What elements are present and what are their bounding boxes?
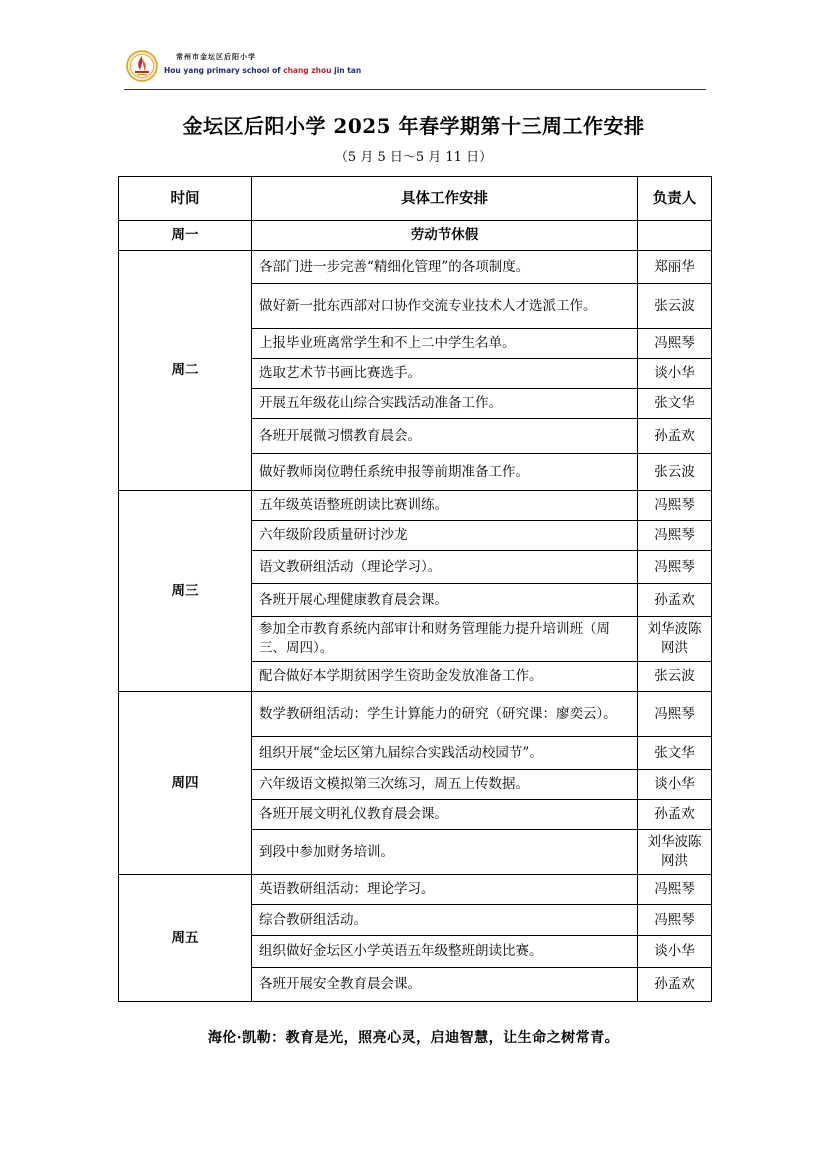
task-cell: 各班开展心理健康教育晨会课。 [252,584,638,617]
person-cell: 郑丽华 [638,251,712,284]
person-cell [638,221,712,251]
day-cell: 周三 [119,491,252,692]
task-cell: 数学教研组活动：学生计算能力的研究（研究课：廖奕云）。 [252,692,638,737]
person-cell: 张云波 [638,662,712,692]
person-cell: 张文华 [638,389,712,419]
person-cell: 刘华波陈网洪 [638,617,712,662]
table-row [119,692,712,737]
person-cell: 谈小华 [638,936,712,968]
task-cell: 各班开展微习惯教育晨会。 [252,419,638,454]
task-cell: 做好教师岗位聘任系统申报等前期准备工作。 [252,454,638,491]
task-cell: 六年级语文模拟第三次练习，周五上传数据。 [252,770,638,800]
task-cell: 六年级阶段质量研讨沙龙 [252,521,638,551]
person-cell: 孙孟欢 [638,968,712,1002]
header-person: 负责人 [638,177,712,221]
task-cell: 做好新一批东西部对口协作交流专业技术人才选派工作。 [252,284,638,329]
task-cell: 组织开展“金坛区第九届综合实践活动校园节”。 [252,737,638,770]
page-header [124,44,706,90]
table-row [119,251,712,284]
table-row [119,491,712,521]
work-schedule-table [118,176,712,1002]
task-cell: 语文教研组活动（理论学习）。 [252,551,638,584]
task-cell: 各班开展文明礼仪教育晨会课。 [252,800,638,830]
task-cell: 配合做好本学期贫困学生资助金发放准备工作。 [252,662,638,692]
person-cell: 冯熙琴 [638,329,712,359]
task-cell: 参加全市教育系统内部审计和财务管理能力提升培训班（周三、周四）。 [252,617,638,662]
person-cell: 冯熙琴 [638,875,712,905]
person-cell: 张云波 [638,284,712,329]
person-cell: 张云波 [638,454,712,491]
task-cell: 五年级英语整班朗读比赛训练。 [252,491,638,521]
person-cell: 刘华波陈网洪 [638,830,712,875]
person-cell: 孙孟欢 [638,800,712,830]
header-task: 具体工作安排 [252,177,638,221]
person-cell: 孙孟欢 [638,419,712,454]
task-cell: 各班开展安全教育晨会课。 [252,968,638,1002]
person-cell: 孙孟欢 [638,584,712,617]
day-cell: 周一 [119,221,252,251]
holiday-cell: 劳动节休假 [252,221,638,251]
table-row [119,875,712,905]
person-cell: 谈小华 [638,770,712,800]
day-cell: 周四 [119,692,252,875]
date-range: （5 月 5 日～5 月 11 日） [334,150,493,165]
person-cell: 冯熙琴 [638,692,712,737]
page-title: 金坛区后阳小学 2025 年春学期第十三周工作安排 [182,114,645,138]
school-name-en: Hou yang primary school of chang zhou jin tan [164,66,362,75]
table-row-holiday [119,221,712,251]
task-cell: 各部门进一步完善“精细化管理”的各项制度。 [252,251,638,284]
school-emblem-icon [126,50,158,82]
person-cell: 冯熙琴 [638,551,712,584]
task-cell: 组织做好金坛区小学英语五年级整班朗读比赛。 [252,936,638,968]
task-cell: 开展五年级花山综合实践活动准备工作。 [252,389,638,419]
person-cell: 谈小华 [638,359,712,389]
task-cell: 综合教研组活动。 [252,905,638,936]
person-cell: 冯熙琴 [638,521,712,551]
school-name-cn: 常州市金坛区后阳小学 [176,52,256,61]
header-time: 时间 [119,177,252,221]
day-cell: 周五 [119,875,252,1002]
task-cell: 上报毕业班离常学生和不上二中学生名单。 [252,329,638,359]
header-divider [124,89,706,90]
task-cell: 选取艺术节书画比赛选手。 [252,359,638,389]
person-cell: 冯熙琴 [638,491,712,521]
person-cell: 张文华 [638,737,712,770]
motto-quote: 海伦·凯勒：教育是光，照亮心灵，启迪智慧，让生命之树常青。 [207,1030,620,1046]
task-cell: 英语教研组活动：理论学习。 [252,875,638,905]
table-header-row [119,177,712,221]
person-cell: 冯熙琴 [638,905,712,936]
task-cell: 到段中参加财务培训。 [252,830,638,875]
day-cell: 周二 [119,251,252,491]
